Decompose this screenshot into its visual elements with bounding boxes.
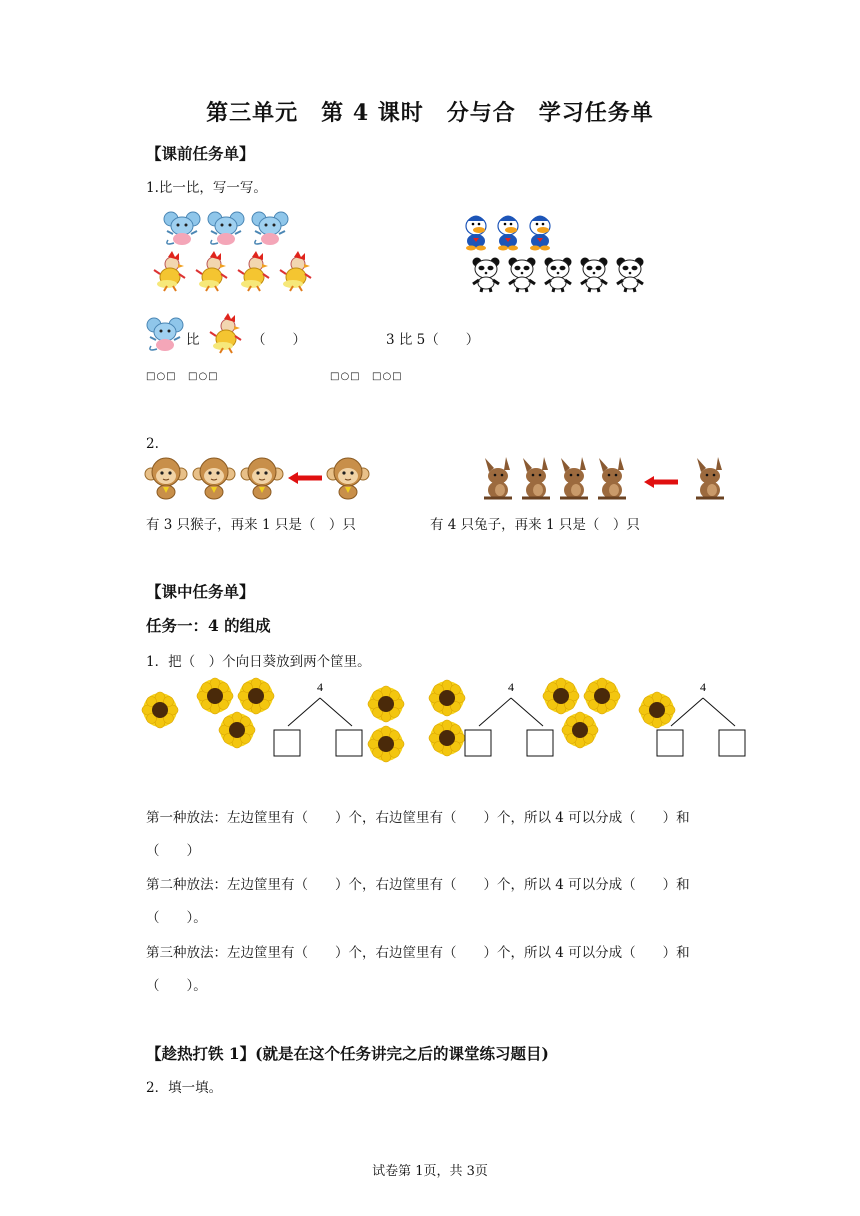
- boxes-left-2: □○□: [188, 371, 219, 382]
- duck-image: [466, 216, 486, 251]
- sunflower-image: [584, 678, 620, 714]
- arrow-icon: [288, 472, 322, 484]
- sunflower-image: [429, 680, 465, 716]
- pre-class-heading: 【课前任务单】: [146, 144, 255, 163]
- task1-title: 任务一：4 的组成: [146, 616, 271, 635]
- tree-top-label: 4: [700, 680, 706, 694]
- panda-row: [470, 258, 650, 294]
- panda-image: [617, 258, 644, 293]
- sunflower-image: [543, 678, 579, 714]
- sunflower-image: [562, 712, 598, 748]
- method-2-line1: 第二种放法：左边筐里有（ ）个，右边筐里有（ ）个，所以 4 可以分成（ ）和: [146, 877, 690, 893]
- method-2-line2: （ ）。: [146, 910, 207, 926]
- arrow-icon: [644, 476, 678, 488]
- monkey-image: [327, 458, 369, 499]
- basket-box: [719, 730, 745, 756]
- mouse-image: [252, 212, 288, 245]
- sunflower-group-2: [368, 680, 465, 762]
- monkey-row: [142, 456, 372, 500]
- mouse-row: [160, 212, 300, 248]
- compare-left-blank: （ ）: [252, 332, 306, 348]
- basket-box: [465, 730, 491, 756]
- rabbit-image: [696, 457, 724, 499]
- hen-image: [238, 251, 269, 291]
- panda-image: [581, 258, 608, 293]
- mouse-image: [208, 212, 244, 245]
- rabbit-image: [522, 457, 550, 499]
- tree-diagram-2: [465, 680, 553, 756]
- panda-image: [509, 258, 536, 293]
- sunflower-image: [429, 720, 465, 756]
- compare-right-text: 3 比 5（ ）: [386, 332, 480, 348]
- practice-q2-prompt: 2．填一填。: [146, 1080, 223, 1096]
- monkey-image: [193, 458, 235, 499]
- monkey-image: [145, 458, 187, 499]
- in-class-heading: 【课中任务单】: [146, 582, 255, 601]
- sunflower-image: [368, 726, 404, 762]
- rabbit-image: [560, 457, 588, 499]
- q2-number: 2.: [146, 436, 159, 452]
- method-1-line2: （ ）: [146, 843, 200, 859]
- tree-top-label: 4: [317, 680, 323, 694]
- hen-image: [280, 251, 311, 291]
- hen-row: [148, 254, 328, 294]
- sunflower-image: [219, 712, 255, 748]
- basket-box: [527, 730, 553, 756]
- sunflower-image: [142, 692, 178, 728]
- panda-image: [473, 258, 500, 293]
- boxes-left-1: □○□: [146, 371, 177, 382]
- practice-heading: 【趁热打铁 1】(就是在这个任务讲完之后的课堂练习题目): [146, 1044, 549, 1063]
- boxes-right-2: □○□: [372, 371, 403, 382]
- sunflower-diagram: [140, 676, 750, 766]
- basket-box: [336, 730, 362, 756]
- task1-q1-prompt: 1．把（ ）个向日葵放到两个筐里。: [146, 654, 371, 670]
- duck-image: [530, 216, 550, 251]
- page-footer: 试卷第 1页，共 3页: [372, 1164, 488, 1179]
- compare-hen-icon: [206, 316, 246, 354]
- method-1-line1: 第一种放法：左边筐里有（ ）个，右边筐里有（ ）个，所以 4 可以分成（ ）和: [146, 810, 690, 826]
- q1-prompt: 1.比一比，写一写。: [146, 180, 267, 196]
- hen-image: [154, 251, 185, 291]
- sunflower-group-3: [543, 678, 675, 748]
- sunflower-image: [238, 678, 274, 714]
- method-3-line1: 第三种放法：左边筐里有（ ）个，右边筐里有（ ）个，所以 4 可以分成（ ）和: [146, 945, 690, 961]
- monkey-image: [241, 458, 283, 499]
- rabbit-image: [598, 457, 626, 499]
- sunflower-group-1: [142, 678, 274, 748]
- sunflower-image: [197, 678, 233, 714]
- sunflower-image: [368, 686, 404, 722]
- rabbit-row: [478, 458, 738, 500]
- basket-box: [657, 730, 683, 756]
- duck-row: [458, 212, 568, 252]
- compare-mouse-icon: [148, 318, 182, 354]
- hen-image: [196, 251, 227, 291]
- monkey-question: 有 3 只猴子，再来 1 只是（ ）只: [146, 517, 356, 533]
- mouse-image: [164, 212, 200, 245]
- rabbit-question: 有 4 只兔子，再来 1 只是（ ）只: [430, 517, 640, 533]
- rabbit-image: [484, 457, 512, 499]
- panda-image: [545, 258, 572, 293]
- duck-image: [498, 216, 518, 251]
- method-3-line2: （ ）。: [146, 978, 207, 994]
- boxes-right-1: □○□: [330, 371, 361, 382]
- basket-box: [274, 730, 300, 756]
- sunflower-image: [639, 692, 675, 728]
- compare-left-text: 比: [186, 332, 200, 348]
- page-title: 第三单元 第 4 课时 分与合 学习任务单: [206, 100, 654, 126]
- tree-top-label: 4: [508, 680, 514, 694]
- tree-diagram-1: [274, 680, 362, 756]
